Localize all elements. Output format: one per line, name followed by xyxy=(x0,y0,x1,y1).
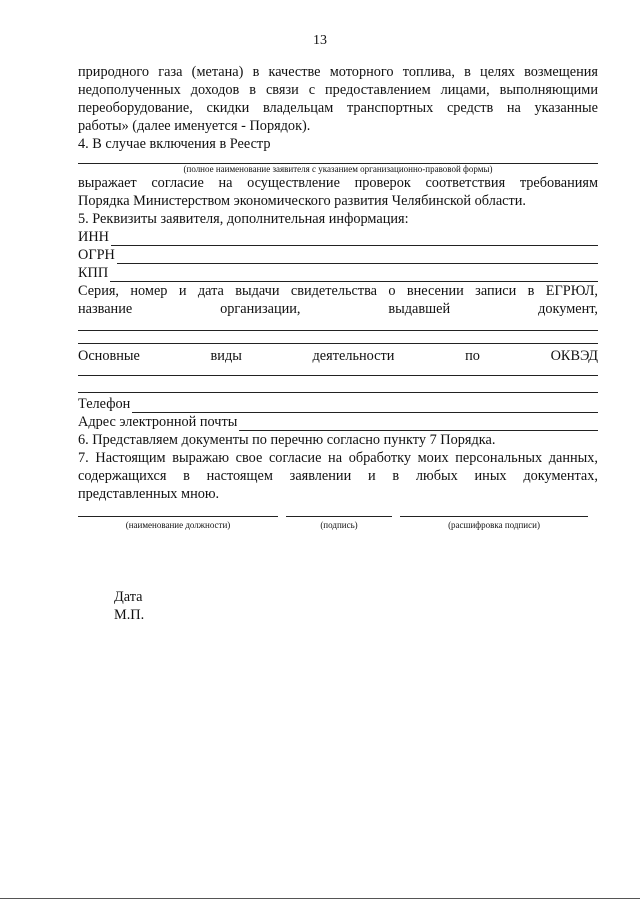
position-field[interactable] xyxy=(78,515,278,517)
applicant-name-caption: (полное наименование заявителя с указанием организационно-правовой формы) xyxy=(183,164,493,174)
signature-row xyxy=(78,515,598,530)
intro-line: переоборудование, скидки владельцам транспортных средств на указанные xyxy=(78,100,598,116)
decoding-field[interactable] xyxy=(400,515,588,517)
inn-label: ИНН xyxy=(78,229,109,245)
signature-caption: (подпись) xyxy=(320,520,358,530)
email-field[interactable] xyxy=(239,416,598,431)
page-bottom-edge xyxy=(0,898,640,899)
phone-field[interactable] xyxy=(132,398,598,413)
signature-column xyxy=(286,515,392,530)
email-label: Адрес электронной почты xyxy=(78,414,238,430)
egrul-field[interactable] xyxy=(78,318,598,331)
applicant-name-field[interactable] xyxy=(78,153,598,164)
okved-field[interactable] xyxy=(78,365,598,376)
intro-line: природного газа (метана) в качестве моторного топлива, в целях возмещения xyxy=(78,64,598,80)
item-4-heading: 4. В случае включения в Реестр xyxy=(78,136,271,152)
stamp-label: М.П. xyxy=(114,607,145,623)
ogrn-row xyxy=(78,246,598,264)
kpp-label: КПП xyxy=(78,265,109,281)
kpp-row xyxy=(78,264,598,282)
egrul-line: Серия, номер и дата выдачи свидетельства о внесении записи в ЕГРЮЛ, xyxy=(78,283,598,299)
intro-line: работы» (далее именуется - Порядок). xyxy=(78,118,311,134)
item-4-line: Порядка Министерством экономического развития Челябинской области. xyxy=(78,193,527,209)
ogrn-field[interactable] xyxy=(117,249,598,264)
position-column xyxy=(78,515,278,530)
kpp-field[interactable] xyxy=(110,267,598,282)
item-7-line: содержащихся в настоящем заявлении и в любых иных документах, xyxy=(78,468,598,484)
date-stamp-block xyxy=(114,588,144,624)
item-7-line: представленных мною. xyxy=(78,486,220,502)
phone-label: Телефон xyxy=(78,396,131,412)
page-number: 13 xyxy=(313,33,327,48)
intro-paragraph xyxy=(78,63,598,135)
okved-field[interactable] xyxy=(78,376,598,393)
egrul-field[interactable] xyxy=(78,331,598,344)
okved-line: Основные виды деятельности по ОКВЭД xyxy=(78,348,598,364)
email-row xyxy=(78,413,598,431)
egrul-line: название организации, выдавшей документ, xyxy=(78,301,598,317)
form-body xyxy=(78,63,598,530)
intro-line: недополученных доходов в связи с предоставлением лицами, выполняющими xyxy=(78,82,598,98)
position-caption: (наименование должности) xyxy=(125,520,231,530)
date-label: Дата xyxy=(114,589,143,605)
signature-field[interactable] xyxy=(286,515,392,517)
decoding-caption: (расшифровка подписи) xyxy=(448,520,540,530)
phone-row xyxy=(78,395,598,413)
inn-row xyxy=(78,228,598,246)
inn-field[interactable] xyxy=(111,231,598,246)
item-4-line: выражает согласие на осуществление проверок соответствия требованиям xyxy=(78,175,598,191)
decoding-column xyxy=(400,515,588,530)
item-5-heading: 5. Реквизиты заявителя, дополнительная информация: xyxy=(78,211,409,227)
ogrn-label: ОГРН xyxy=(78,247,115,263)
item-7-line: 7. Настоящим выражаю свое согласие на обработку моих персональных данных, xyxy=(78,450,598,466)
item-6-text: 6. Представляем документы по перечню согласно пункту 7 Порядка. xyxy=(78,432,496,448)
